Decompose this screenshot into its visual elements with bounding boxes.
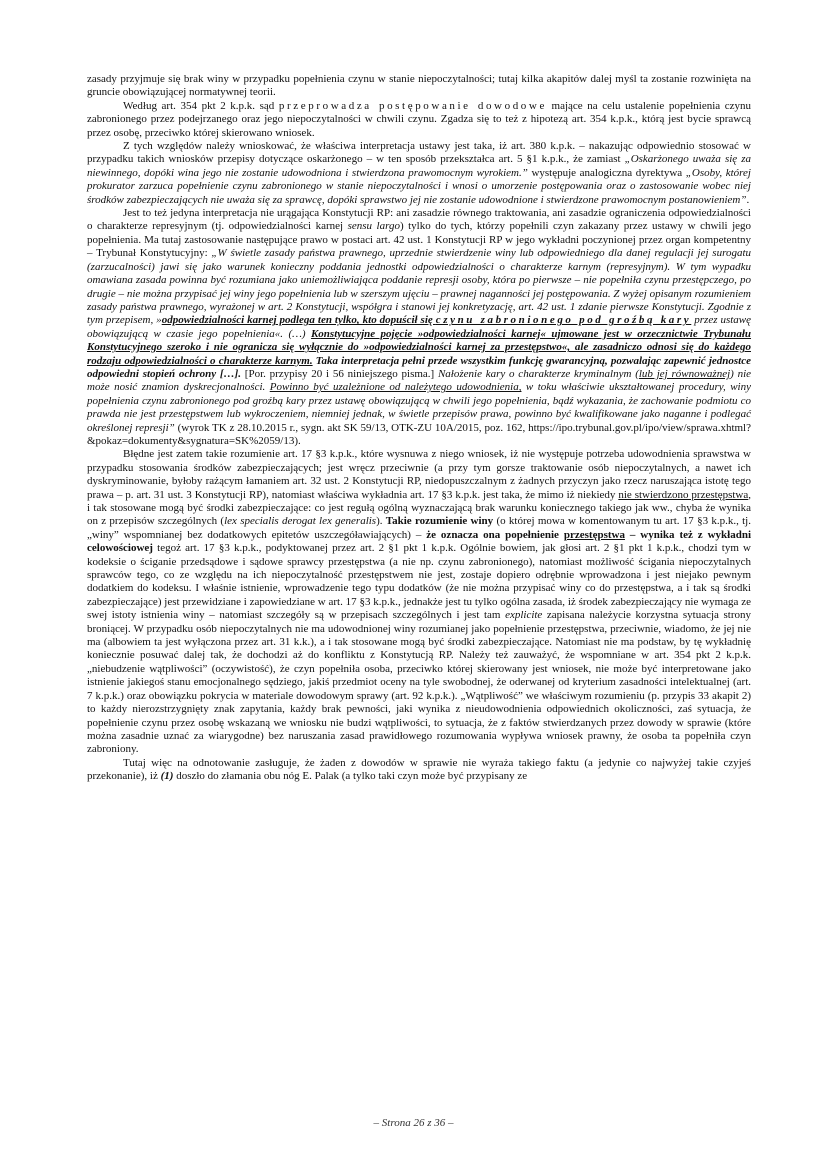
text-run: przez ustawę obowiązującą w czasie jego popełnienia«. (…) [87,314,752,340]
text-run: Taka interpretacja pełni przede wszystkim funkcję gwarancyjną, pozwalając zapewnić jednostce odpowiedni stopień ochrony […]. [87,354,751,380]
text-run: . [746,193,750,206]
text-run: lex specialis derogat lex generalis [224,515,377,528]
text-run: [Por. przypisy 20 i 56 niniejszego pisma.] [241,367,438,380]
paragraph-p1 [87,73,751,100]
text-run: „Osoby, której prokurator zarzuca popełnienie czynu zabronionego w stanie niepoczytalności i wnosi o umorzenie postępowania oraz o zastosowanie wobec niej środków zabezpieczających nie uważa się za sprawcę, dopóki sprawstwo jej nie zostanie udowodnione i stwierdzone prawomocnym postanowieniem” [87,166,751,206]
text-run: występuje analogiczna dyrektywa [527,166,686,179]
text-run: ) tylko do tych, którzy popełnili czyn zakazany przez ustawy w chwili jego popełnienia. Ma tutaj zastosowanie następujące prawo w postaci art. 42 ust. 1 Konstytucji RP w jego wykładni poczynionej przez organ kompetentny – Trybunał Konstytucyjny: [87,220,752,260]
text-run: przeprowadza postępowanie dowodowe [278,99,547,112]
text-run: (o której mowa w komentowanym tu art. 17 §3 k.p.k., tj. „winy” wspomnianej bez dodatkowych epitetów uszczegóławiających) – [87,515,751,541]
text-run: odpowiedzialności karnej podlega ten tylko, kto dopuścił się [161,314,436,327]
text-run: – wynika też z wykładni celowościowej [87,528,752,555]
text-run: ) nie może nosić znamion dyskrecjonalności. [87,367,752,394]
text-run: mające na celu ustalenie popełnienia czynu zabronionego przez podejrzanego oraz jego niepoczytalności w chwili czynu. Zgadza się to też z hipotezą art. 354 k.p.k., którą jest bycie sprawcą przez osobę, przeciwko której skierowano wniosek. [87,99,752,139]
page-footer: – Strona 26 z 36 – [373,1117,454,1129]
text-run: (1) [160,770,174,783]
text-run: ). [376,515,386,528]
text-run: zasady przyjmuje się brak winy w przypadku popełnienia czynu w stanie niepoczytalności; tutaj kilka akapitów dalej myśl ta zostanie rozwinięta na gruncie obowiązującej normatywnej teorii. [87,73,751,99]
text-run: w toku właściwie ukształtowanej procedury, winy popełnienia czynu zabronionego pod groźbą kary przez ustawę obowiązującą w chwili jego popełnienia, bądź wykazania, że zachowanie podmiotu co prawda nie jest przestępstwem lub wykroczeniem, niemniej jednak, w świetle przepisów prawa, powinno być kwalifikowane jako naganne i podlegać określonej represji” [87,381,752,434]
text-run: , i tak stosowane mogą być środki zabezpieczające: co jest regułą ogólną wyznaczającą brak warunku koniecznego takiego jak ww., chyba że wynika on z przepisów szczególnych ( [87,488,751,528]
text-run: Nałożenie kary o charakterze kryminalnym ( [437,367,639,380]
text-run: sensu largo [347,220,400,233]
text-run: explicite [505,609,543,622]
text-run: Jest to też jedyna interpretacja nie urągająca Konstytucji RP: ani zasadzie równego traktowania, ani zasadzie ograniczenia odpowiedzialności o charakterze represyjnym (tj. odpowiedzialności karnej [87,207,751,233]
text-run: zapisana należycie korzystna sytuacja strony broniącej. W przypadku osób niepoczytalnych nie ma udowodnionej winy rozumianej jako popełnienie przestępstwa, przeciwnie, wiadomo, że jej nie ma (albowiem ta jest wyłączona przez art. 31 k.k.), a i tak stosowane mogą być środki zabezpieczające. Natomiast nie ma podstaw, by tę wykładnię koniecznie posuwać dalej tak, że dochodzi aż do konfliktu z Konstytucją RP. Należy też zauważyć, że wspomniane w art. 354 pkt 2 k.p.k. „niebudzenie wątpliwości” (oczywistość), że czyn popełniła osoba, przeciwko której skierowany jest wniosek, nie może być interpretowane jako istnienie jakiegoś stanu emocjonalnego sędziego, jakiś przedmiot oceny na tyle swobodnej, że oderwanej od kryterium zasadności intelektualnej (art. 7 k.p.k.) oraz obowiązku pokrycia w materiale dowodowym sprawy (art. 92 k.p.k.). „Wątpliwość” we właściwym rozumieniu (p. przypis 33 akapit 2) to każdy nierozstrzygnięty znak zapytania, każdy brak pewności, jaki wynika z nieudowodnienia odpowiednich okoliczności, zaś sytuacja, że popełnienie czynu przez osobę wskazaną we wniosku nie budzi wątpliwości, to sytuacja, że z faktów stwierdzanych przez dowody w sprawie (które można zasadnie uznać za wiarygodne) bez naruszania zasad prawidłowego rozumowania wypływa wniosek prawny, że osoba ta popełniła czyn zabroniony. [87,609,751,756]
text-run: przestępstwa [563,528,625,541]
text-run: Tutaj więc na odnotowanie zasługuje, że żaden z dowodów w sprawie nie wyraża takiego faktu (a jedynie co najwyżej takie czyjeś przekonanie), iż [87,756,751,783]
text-run: Błędne jest zatem takie rozumienie art. 17 §3 k.p.k., które wysnuwa z niego wniosek, iż nie występuje potrzeba udowodnienia sprawstwa w przypadku stosowania środków zabezpieczających; jest wręcz przeciwnie (a przy tym gorsze traktowanie osób niepoczytalnych, a nawet ich dyskryminowanie, byłoby rażącym łamaniem art. 32 ust. 2 Konstytucji RP, niedopuszczalnym z żadnych przyczyn jako rzecz naruszająca istotę tego prawa – p. art. 31 ust. 3 Konstytucji RP), natomiast właściwa wykładnia art. 17 §3 k.p.k. jest taka, że mimo iż niekiedy [87,448,751,501]
text-run: czynu zabronionego pod groźbą kary [435,314,692,327]
text-run: „Oskarżonego uważa się za niewinnego, dopóki wina jego nie zostanie udowodniona i stwierdzona prawomocnym wyrokiem.” [87,153,751,179]
text-run: Konstytucyjne pojęcie »odpowiedzialności karnej« ujmowane jest w orzecznictwie Trybunału Konstytucyjnego szeroko i nie ogranicza się wyłącznie do »odpowiedzialności karnej za przestępstwo«, ale zasadniczo odnosi się do każdego rodzaju odpowiedzialności o charakterze karnym. [87,327,752,367]
text-run: lub jej równoważnej [638,367,731,380]
document-body [87,73,751,784]
text-run: tegoż art. 17 §3 k.p.k., podyktowanej przez art. 2 §1 pkt 1 k.p.k. Ogólnie bowiem, jak głosi art. 2 §1 pkt 1 k.p.k., chodzi tym w kodeksie o ściganie przedsądowe i sądowe sprawcy przestępstwa (a nie np. czynu zabronionego), natomiast możliwość ścigania niepoczytalnych sprawców tego, co ze względu na ich niepoczytalność przestępstwem nie jest, zostaje dopiero odrębnie wprowadzona i jest niejako pewnym dodatkiem do kodeksu. I właśnie istnienie, wprowadzenie tego typu dodatków (że nie można przypisać winy co do przestępstwa, a i tak są środki zabezpieczające) jest przewidziane i zapowiedziane w art. 17 §3 k.p.k., jednakże jest tu tylko ogólna zasada, iż środek zabezpieczający nie wymaga ze swej istoty istnienia winy – natomiast szczegóły są w przepisach szczególnych i jest tam [87,542,751,622]
paragraph-p3 [87,140,751,207]
paragraph-p6 [87,757,751,784]
paragraph-p4 [87,207,751,448]
paragraph-p2 [87,100,751,140]
text-run: Według art. 354 pkt 2 k.p.k. sąd [123,99,279,112]
text-run: nie stwierdzono przestępstwa [618,488,749,501]
text-run: że oznacza ona popełnienie [426,528,564,541]
text-run: doszło do złamania obu nóg E. Palak (a tylko taki czyn może być przypisany ze [173,770,528,783]
paragraph-p5 [87,448,751,756]
text-run: Z tych względów należy wnioskować, że właściwa interpretacja ustawy jest taka, iż art. 380 k.p.k. – nakazując odpowiednio stosować w przypadku takich wniosków przepisy dotyczące oskarżonego – w ten sposób przekształca art. 5 §1 k.p.k., że zamiast [87,140,751,166]
text-run: Powinno być uzależnione od należytego udowodnienia, [269,381,522,394]
text-run: „W świetle zasady państwa prawnego, uprzednie stwierdzenie winy lub odpowiedniego dla danej regulacji jej surogatu (zarzucalności) jawi się jako warunek konieczny poddania jednostki odpowiedzialności o charakterze karnym (represyjnym). W tym wypadku omawiana zasada powinna być rozumiana jako uniemożliwiająca poddanie represji osoby, która po pierwsze – nie popełniła czynu przestępczego, po drugie – nie można przypisać jej winy jego popełnienia lub w szerszym ujęciu – prawnej naganności jej postępowania. Z wyżej opisanym rozumieniem zasady państwa prawnego, wyrażonej w art. 2 Konstytucji, współgra i stanowi jej konkretyzację, art. 42 ust. 1 zdanie pierwsze Konstytucji. Zgodnie z tym przepisem, » [87,247,751,327]
text-run: Takie rozumienie winy [385,515,494,528]
text-run: (wyrok TK z 28.10.2015 r., sygn. akt SK 59/13, OTK-ZU 10A/2015, poz. 162, https://ipo.trybunal.gov.pl/ipo/view/sprawa.xhtml?&pokaz=dokumenty&sygnatura=SK%2059/13). [87,421,751,447]
